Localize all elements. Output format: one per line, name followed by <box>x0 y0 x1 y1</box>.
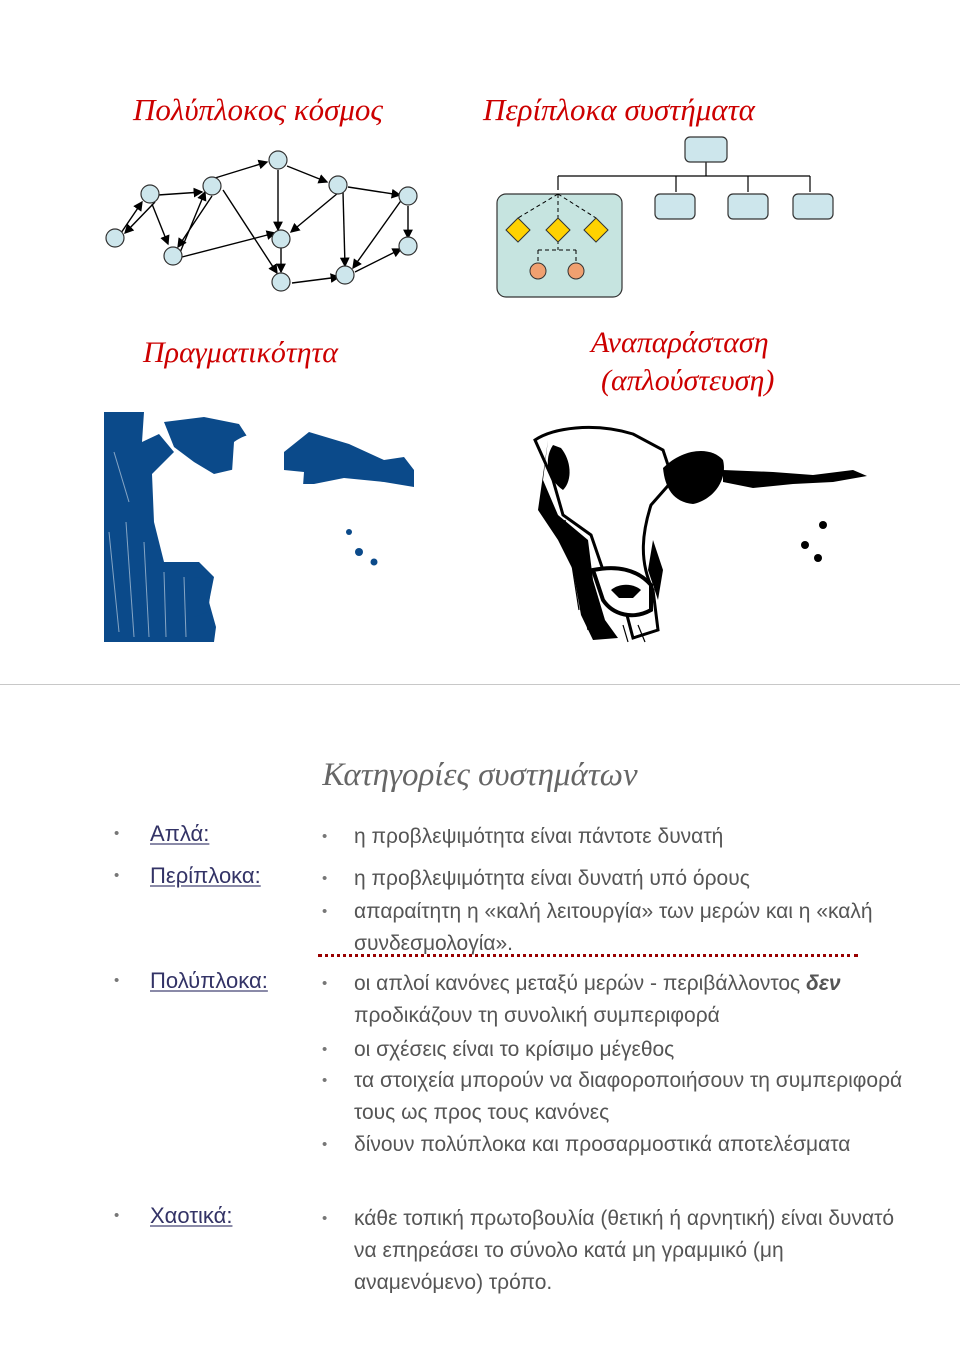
module-circle <box>530 263 546 279</box>
category-bullet: • <box>114 867 120 884</box>
hierarchy-child-box <box>728 194 768 219</box>
item-bullet: • <box>322 1072 328 1089</box>
category-label: Πολύπλοκα: <box>150 968 268 993</box>
module-circle <box>568 263 584 279</box>
item-text: απαραίτητη η «καλή λειτουργία» των μερών και η «καλή συνδεσμολογία». <box>354 900 873 955</box>
network-edge <box>353 195 405 268</box>
network-node <box>399 187 417 205</box>
network-node <box>141 185 159 203</box>
network-node <box>203 177 221 195</box>
network-edge <box>121 202 142 233</box>
heading-complex-world: Πολύπλοκος κόσμος <box>133 92 384 127</box>
network-node <box>269 151 287 169</box>
category-label: Χαοτικά: <box>150 1203 233 1228</box>
network-edge <box>152 204 168 244</box>
network-edge <box>178 196 212 247</box>
category-label: Απλά: <box>150 821 210 846</box>
category-label: Περίπλοκα: <box>150 863 261 888</box>
hierarchy-root-box <box>685 137 727 162</box>
item-bullet: • <box>322 828 328 845</box>
label-representation-line2: (απλούστευση) <box>601 364 775 397</box>
network-node <box>164 247 182 265</box>
network-edge <box>158 192 202 195</box>
item-text <box>354 968 914 1032</box>
item-bullet: • <box>322 1041 328 1058</box>
network-node <box>272 230 290 248</box>
network-edge <box>182 233 275 257</box>
category-bullet: • <box>114 825 120 842</box>
category-bullet: • <box>114 1207 120 1224</box>
item-text: η προβλεψιμότητα είναι πάντοτε δυνατή <box>354 825 724 848</box>
slide-system-categories <box>0 684 960 1368</box>
item-text-pre: οι απλοί κανόνες μεταξύ μερών - περιβάλλοντος <box>354 972 807 995</box>
item-text-post: προδικάζουν τη συνολική συμπεριφορά <box>354 1004 720 1027</box>
complex-network-diagram <box>95 140 435 300</box>
network-edge <box>287 166 327 182</box>
category-bullet: • <box>114 972 120 989</box>
item-text: δίνουν πολύπλοκα και προσαρμοστικά αποτελέσματα <box>354 1133 851 1156</box>
hierarchy-diagram <box>490 130 850 305</box>
item-text: τα στοιχεία μπορούν να διαφοροποιήσουν τη συμπεριφορά τους ως προς τους κανόνες <box>354 1069 903 1124</box>
item-text: η προβλεψιμότητα είναι δυνατή υπό όρους <box>354 867 750 890</box>
hierarchy-module-box <box>497 194 622 297</box>
network-edge <box>223 190 277 273</box>
network-edge <box>348 187 400 195</box>
item-bullet: • <box>322 1136 328 1153</box>
item-text: κάθε τοπική πρωτοβουλία (θετική ή αρνητική) είναι δυνατό να επηρεάσει το σύνολο κατά μη γραμμικό (μη αναμενόμενο) τρόπο. <box>354 1207 895 1294</box>
cow-photo-colored <box>104 412 414 642</box>
cow-photo-simplified <box>533 420 867 645</box>
network-node <box>106 229 124 247</box>
network-edge <box>343 192 345 266</box>
label-reality: Πραγματικότητα <box>143 336 339 369</box>
label-representation-line1: Αναπαράσταση <box>591 326 769 359</box>
hierarchy-child-box <box>655 194 695 219</box>
network-edge <box>292 277 339 283</box>
item-bullet: • <box>322 903 328 920</box>
network-node <box>336 266 354 284</box>
network-edge <box>179 192 205 255</box>
slide-title: Κατηγορίες συστημάτων <box>322 757 638 793</box>
network-edge <box>215 162 267 178</box>
network-edge <box>355 249 401 272</box>
network-edge <box>291 193 338 232</box>
network-node <box>272 273 290 291</box>
item-bullet: • <box>322 975 328 992</box>
hierarchy-child-box <box>793 194 833 219</box>
network-edge <box>125 202 155 233</box>
heading-complicated-systems: Περίπλοκα συστήματα <box>483 92 755 127</box>
network-node <box>329 176 347 194</box>
separator-dotted-line <box>318 954 858 957</box>
item-bullet: • <box>322 870 328 887</box>
item-bullet: • <box>322 1210 328 1227</box>
item-text-emphasis: δεν <box>806 972 841 995</box>
network-node <box>399 237 417 255</box>
item-text: οι σχέσεις είναι το κρίσιμο μέγεθος <box>354 1038 675 1061</box>
